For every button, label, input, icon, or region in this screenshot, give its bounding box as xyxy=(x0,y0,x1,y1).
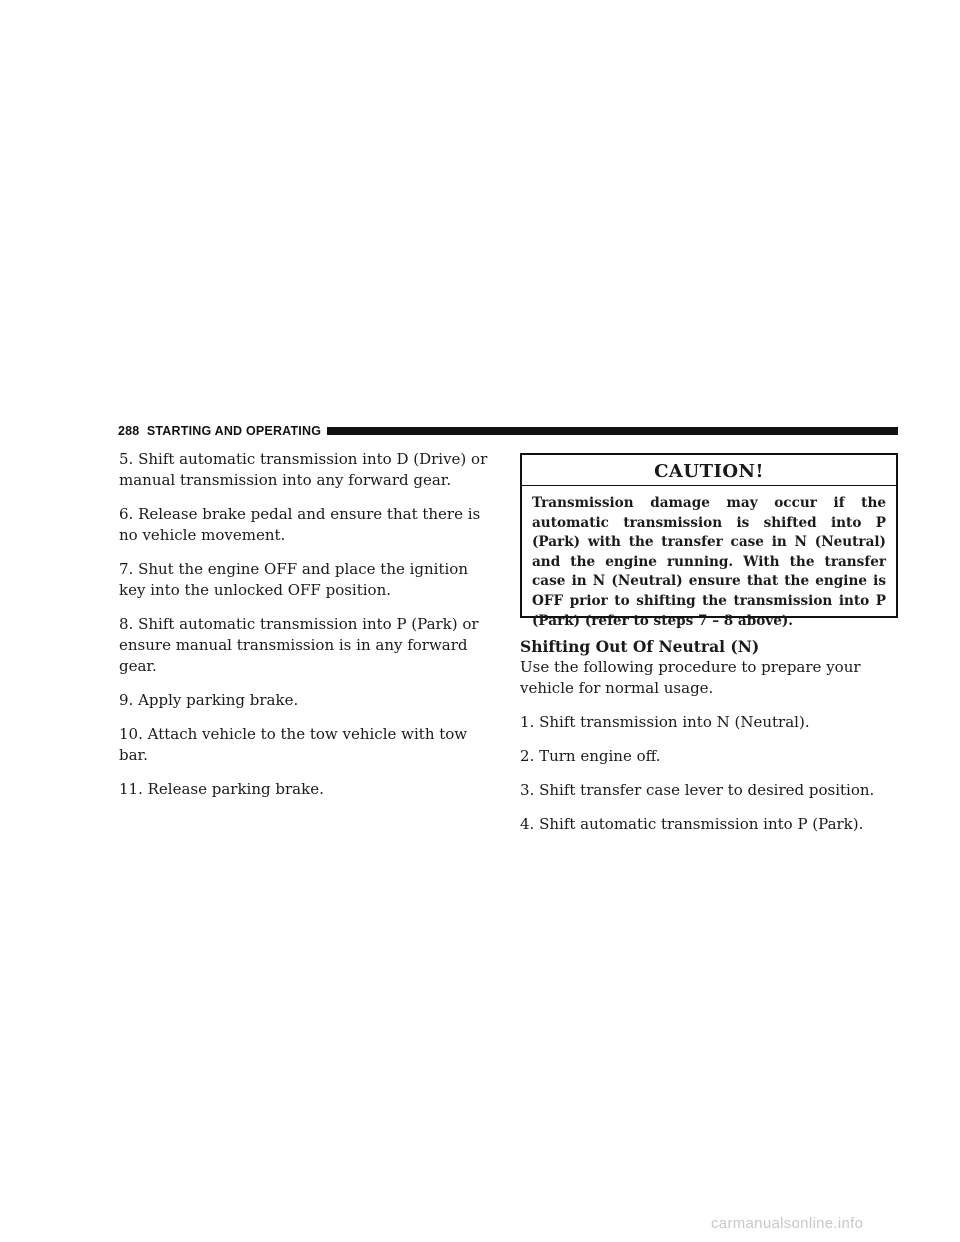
header-rule xyxy=(327,427,898,435)
caution-body: Transmission damage may occur if the automatic transmission is shifted into P (Park) with the transfer case in N (Neutral) and the engine running. With the transfer case in N (Neutral) ensure that the engine is OFF prior to shifting the transmission into P (Park) (refer to steps 7 – 8 above). xyxy=(532,495,886,629)
neutral-step-2: 2. Turn engine off. xyxy=(520,747,661,765)
neutral-step-1: 1. Shift transmission into N (Neutral). xyxy=(520,713,810,731)
step-6: 6. Release brake pedal and ensure that there is no vehicle movement. xyxy=(119,505,481,544)
caution-title: CAUTION! xyxy=(522,455,896,486)
caution-box xyxy=(520,453,898,629)
right-column xyxy=(520,453,898,848)
page-header xyxy=(118,423,898,439)
step-7: 7. Shut the engine OFF and place the ignition key into the unlocked OFF position. xyxy=(119,560,468,599)
section-intro: Use the following procedure to prepare your vehicle for normal usage. xyxy=(520,658,861,697)
header-text xyxy=(118,424,321,438)
step-11: 11. Release parking brake. xyxy=(119,780,324,798)
watermark: carmanualsonline.info xyxy=(711,1215,864,1232)
neutral-step-4: 4. Shift automatic transmission into P (Park). xyxy=(520,815,864,833)
page-number: 288 xyxy=(118,424,140,438)
step-5: 5. Shift automatic transmission into D (Drive) or manual transmission into any forward gear. xyxy=(119,450,488,489)
step-10: 10. Attach vehicle to the tow vehicle with tow bar. xyxy=(119,725,468,764)
section-title: STARTING AND OPERATING xyxy=(146,424,322,438)
section-heading: Shifting Out Of Neutral (N) xyxy=(520,637,760,656)
step-8: 8. Shift automatic transmission into P (Park) or ensure manual transmission is in any forward gear. xyxy=(119,615,479,675)
neutral-step-3: 3. Shift transfer case lever to desired position. xyxy=(520,781,875,799)
left-column xyxy=(119,449,491,813)
step-9: 9. Apply parking brake. xyxy=(119,691,299,709)
